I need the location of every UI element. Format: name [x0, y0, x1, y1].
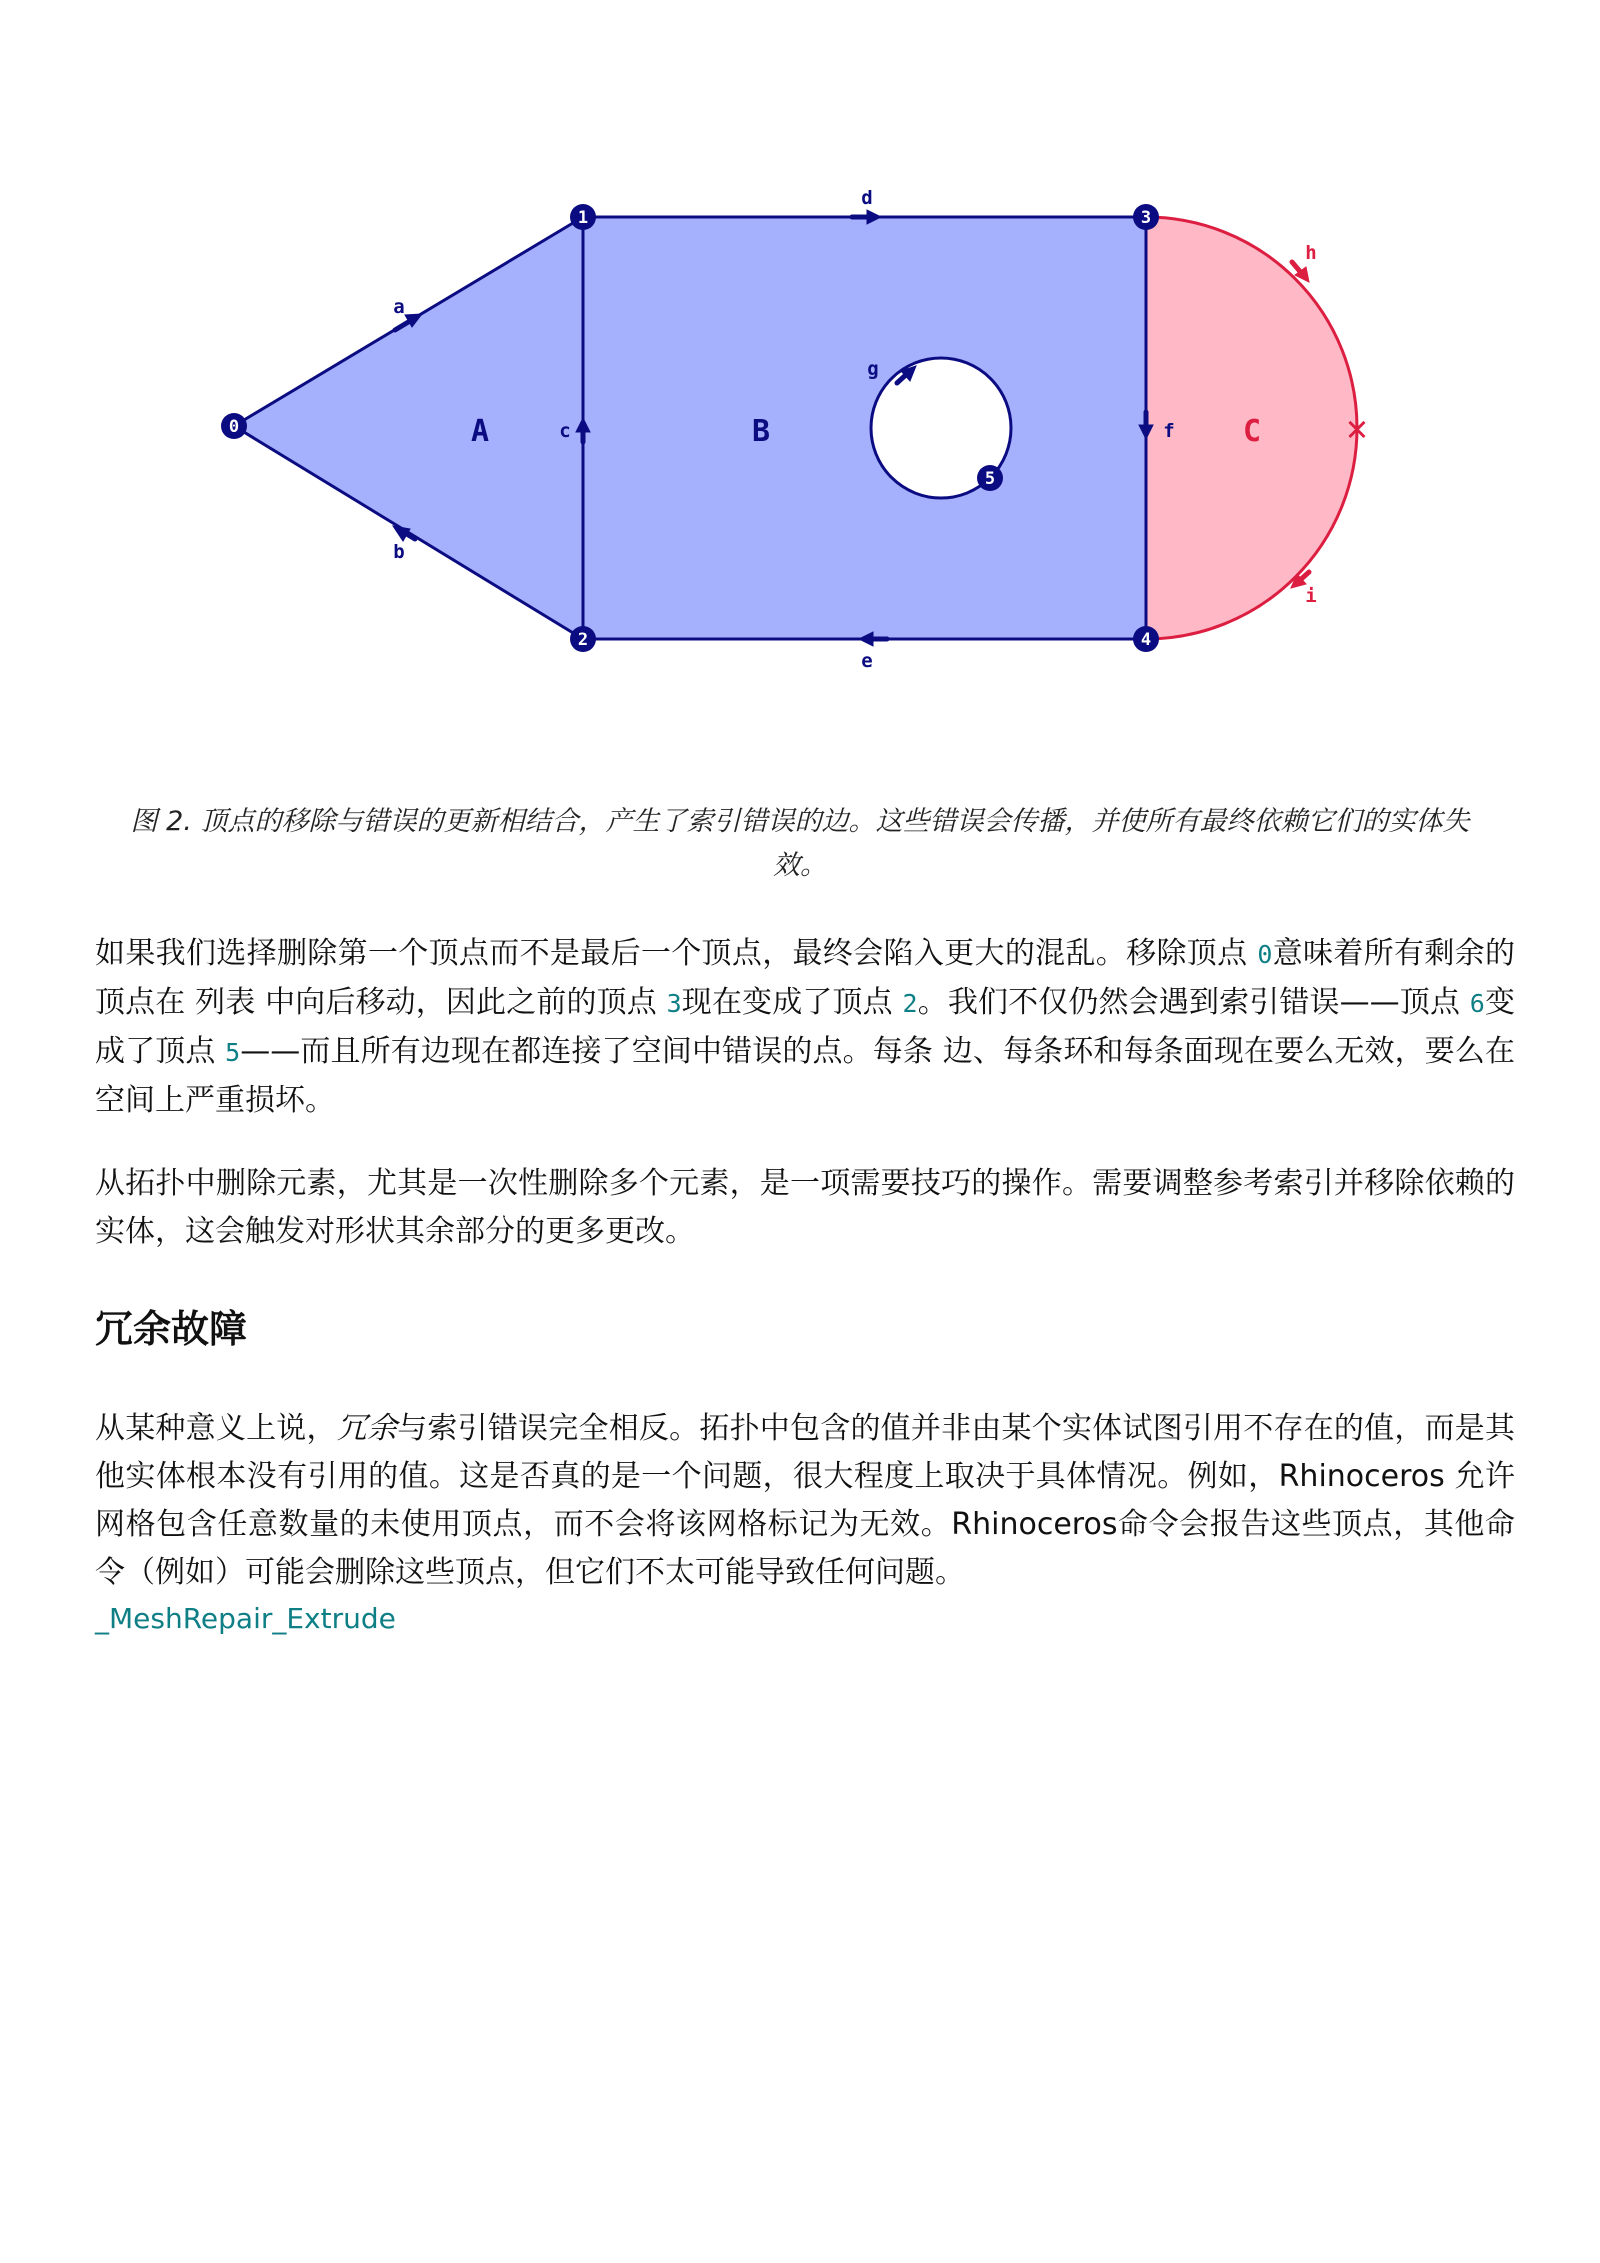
- svg-text:0: 0: [228, 417, 240, 437]
- vertex-4: [1133, 626, 1159, 652]
- error-mark: ✕: [1346, 408, 1368, 449]
- edge-label-c: c: [559, 420, 571, 442]
- svg-text:5: 5: [984, 469, 996, 489]
- face-label-a: A: [470, 414, 490, 449]
- vertex-2: [570, 626, 596, 652]
- face-label-b: B: [751, 414, 771, 449]
- svg-text:1: 1: [577, 208, 589, 228]
- svg-text:2: 2: [577, 630, 589, 650]
- svg-text:4: 4: [1140, 630, 1152, 650]
- vertex-3: [1133, 204, 1159, 230]
- edge-label-a: a: [393, 296, 405, 318]
- edge-label-d: d: [861, 187, 873, 209]
- command-link-meshrepair[interactable]: _MeshRepair_Extrude: [95, 1602, 396, 1635]
- paragraph-redundancy: 从某种意义上说，冗余与索引错误完全相反。拓扑中包含的值并非由某个实体试图引用不存在的值，而是其他实体根本没有引用的值。这是否真的是一个问题，很大程度上取决于具体情况。例如，Rhinoceros 允许网格包含任意数量的未使用顶点，而不会将该网格标记为无效。Rhinoceros命令会报告这些顶点，其他命令（例如）可能会删除这些顶点，但它们不太可能导致任何问题。 _MeshRepair_Extrude: [95, 1405, 1515, 1641]
- edge-label-g: g: [867, 358, 879, 380]
- figure-caption: 图 2. 顶点的移除与错误的更新相结合，产生了索引错误的边。这些错误会传播，并使所有最终依赖它们的实体失效。: [130, 806, 1470, 881]
- emphasis-redundancy: 冗余: [336, 1411, 398, 1446]
- inline-code-vertex-5: 5: [225, 1038, 241, 1067]
- vertex-5: [977, 465, 1003, 491]
- inline-code-vertex-3: 3: [666, 989, 682, 1018]
- paragraph-deletion: 从拓扑中删除元素，尤其是一次性删除多个元素，是一项需要技巧的操作。需要调整参考索引并移除依赖的实体，这会触发对形状其余部分的更多更改。: [95, 1166, 1515, 1249]
- edge-label-h: h: [1305, 242, 1317, 264]
- edge-label-i: i: [1305, 585, 1317, 607]
- face-b: [583, 217, 1146, 639]
- vertex-1: [570, 204, 596, 230]
- edge-label-b: b: [393, 541, 405, 563]
- face-a: [234, 217, 583, 639]
- topology-figure: [200, 180, 1400, 700]
- face-label-c: C: [1242, 414, 1262, 449]
- svg-text:3: 3: [1140, 208, 1152, 228]
- paragraph-vertex-removal: 如果我们选择删除第一个顶点而不是最后一个顶点，最终会陷入更大的混乱。移除顶点 0意味着所有剩余的顶点在 列表 中向后移动，因此之前的顶点 3现在变成了顶点 2。我们不仅仍然会遇到索引错误——顶点 6变成了顶点 5——而且所有边现在都连接了空间中错误的点。每条 边、每条环和每条面现在要么无效，要么在空间上严重损坏。: [95, 936, 1516, 1118]
- inline-code-vertex-0: 0: [1257, 940, 1273, 969]
- edge-label-f: f: [1163, 420, 1175, 442]
- edge-label-e: e: [861, 650, 873, 672]
- inline-code-vertex-2: 2: [902, 989, 918, 1018]
- inline-code-vertex-6: 6: [1469, 989, 1485, 1018]
- vertex-0: [221, 413, 247, 439]
- section-heading: 冗余故障: [95, 1307, 248, 1351]
